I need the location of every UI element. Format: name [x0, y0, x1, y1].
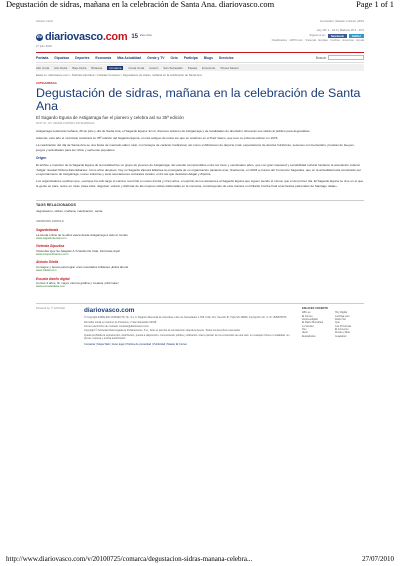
article-paragraph: El artífice e impulsor de la Sagardo Eguna de la localidad fue un grupo de jóvenes de Astigarraga, del estudio comprendidos entre los trece y veinticuatro años, que con gran inquietud y sensibilidad cultural fundaron la asociación cultural 'Adigai', Euskal Ohitura Zale Elkartea'. Unos años después, hay un Sagardo Zipotza Elkartea la encargada de su organización pasando éste, finalmente, en 2003 a manos del Consorcio Sagardoa, que en la actualidad está constituido por el ayuntamiento de Astigarraga, nueve sidrerías y siete asociaciones culturales locales, entre las que destacan Adigai y Zipotza. [36, 163, 362, 176]
breadcrumb[interactable]: Estás en: diariovasco.com > Noticias Gipuzkoa > Noticias Comarca > Degustación de sidras, mañana en la celebración de Santa Ana [36, 73, 202, 78]
subnav-item[interactable]: Bajo Deba [72, 65, 87, 70]
article-paragraph: Los organizadores explican que, «aunque ha sido largo el camino recorrido en estos treinta y cinco años, el espíritu de los asistentes al Sagardo Eguna que siguen siendo el mismo que el del primer día. El Sagardo Eguna se vive en el que la gente se para, reúne en risas, pasa calor, degustar, valorar y disfrutar de las mejores sidras elaboradas en la comarca, constituyendo de esta manera un brillante broche final a las fiestas patronales de Santiago Jaiak». [36, 179, 364, 188]
site-footer [36, 303, 364, 346]
article-title: Degustación de sidras, mañana en la celebración de Santa Ana [36, 85, 361, 114]
anniversary-badge: 15 años online [131, 34, 152, 41]
footer-links-column-1 [302, 311, 331, 338]
subnav-item[interactable]: Alto Urola [36, 65, 50, 70]
footer-link[interactable]: El Correo [302, 314, 313, 318]
main-nav [36, 52, 364, 63]
ad-description: Viviendas Que Se Adaptan A Tu Estilo De Vida. Infórmate Aquí! [36, 248, 121, 253]
search-input[interactable] [328, 55, 364, 60]
utility-links[interactable]: Clasificados · 11870.com · Vivienda · Empleo · Coches · Anuncios · Ayuda [271, 38, 364, 43]
subnav-item[interactable]: Errenteria [201, 65, 216, 70]
ad-item[interactable] [36, 228, 364, 240]
article-paragraph: Además, este año el municipio celebrará su 35ª edición del Sagardo Eguna, el más antiguo de todos los que se celebran en el País Vasco, que tuvo su primera edición en 1976. [36, 136, 279, 140]
footer-link[interactable]: Kiosko y Más [335, 331, 350, 335]
article-byline: 25.07.10 - DV | MARÍA CORTÉS | ASTIGARRAGA. [36, 122, 96, 126]
ad-description: Consigue y busca para lograr unos resultados brillantes ¡Entra ahora! [36, 264, 129, 269]
footer-powered-by: Powered by: © GOOGLE [36, 306, 66, 310]
ad-title[interactable]: Escuela diseño digital [36, 276, 70, 281]
footer-legal-line: Queda prohibida la reproducción, distribución, puesta a disposición, comunicación pública y utilización, total o parcial, de los contenidos de esta web, en cualquier forma o modalidad, sin previa, expresa y escrita autorización. [84, 333, 290, 341]
footer-links-heading: ENLACES VOCENTO [302, 306, 328, 310]
social-label: Síguenos en: [309, 33, 326, 38]
print-url: http://www.diariovasco.com/v/20100725/comarca/degustacion-sidras-manana-celebra... [6, 555, 253, 563]
nav-item[interactable]: Gente y TV [147, 55, 165, 60]
ads-heading: ANUNCIOS GOOGLE [36, 219, 64, 224]
footer-link[interactable]: Qué [335, 321, 340, 325]
footer-legal-line: Domicilio social en Camino de Portuetxe, 2 San Sebastián 20018 [84, 320, 157, 324]
nav-item[interactable]: Más Actualidad [117, 55, 142, 60]
print-footer [6, 555, 394, 565]
ad-item[interactable] [36, 277, 364, 289]
ads-list [36, 228, 364, 289]
subnav-item[interactable]: Tolosa Sasieri [220, 65, 239, 70]
ad-title[interactable]: Sagardotienda [36, 228, 59, 233]
footer-legal-line: Copyright © Sociedad Vascongada de Publicaciones, S.A., Solo se permite la reproducción citando la fuente. Todos los derechos reservados. [84, 329, 241, 333]
footer-link[interactable]: Ideal [302, 331, 308, 335]
subnav-item-active[interactable]: Comarca [109, 65, 122, 70]
nav-item[interactable]: Blogs [203, 55, 213, 60]
footer-legal-line[interactable]: Correo electrónico de contacto contacto@diariovasco.com [84, 325, 149, 329]
utility-area [272, 29, 364, 43]
footer-links[interactable]: Contactar | Mapa Web | Aviso legal | Política de privacidad | Publicidad | Master El Correo [84, 342, 187, 346]
footer-link[interactable]: Guapabox [335, 334, 347, 338]
subnav-item[interactable]: Alto Deba [54, 65, 68, 70]
mobile-version-link[interactable]: Versión móvil [36, 19, 53, 23]
article-paragraph: Astigarraga celebrará mañana, 26 de julio y día de Santa Ana, el Sagardo Eguna. En él, diversos sidreros de Astigarraga y de localidades de alrededor ofrecerán sus sidras al público para degustarlas. [36, 128, 311, 133]
weather-readout: Hoy 18 / 1 · 24.0 | Mañana 18.3 · 29.0 [316, 28, 364, 33]
footer-links-column-2 [335, 311, 364, 338]
site-logo[interactable] [36, 30, 154, 45]
subnav-item[interactable]: San Sebastián [163, 65, 183, 70]
ad-url[interactable]: www.sagardotienda.com [36, 235, 67, 240]
ad-item[interactable] [36, 244, 364, 256]
footer-link[interactable]: ABC.es [302, 311, 311, 315]
ad-url[interactable]: www.GrupoUrbanism.com [36, 251, 69, 256]
sub-nav [36, 64, 364, 71]
footer-logo[interactable]: diariovasco.com [84, 306, 135, 314]
footer-link[interactable]: Hoy [302, 328, 307, 332]
print-title: Degustación de sidras, mañana en la celebración de Santa Ana. diariovasco.com [6, 0, 275, 9]
footer-link[interactable]: El Comercio [335, 328, 349, 332]
footer-link[interactable]: La Rioja.com [335, 314, 350, 318]
ad-title[interactable]: Alokatu Gilella [36, 260, 59, 265]
ad-title[interactable]: Vivienda Gipuzkoa [36, 244, 65, 249]
page-content [36, 20, 364, 346]
subnav-item[interactable]: Goierri [149, 65, 159, 70]
article-subtitle: El Sagardo Eguna de Astigarraga fue el pionero y celebra así su 35ª edición [36, 114, 184, 120]
article-section[interactable]: ASTIGARRAGA [36, 81, 57, 86]
logo-mark-icon: dv [36, 34, 43, 40]
ad-description: Cursos 3 años, fin mayor carrera gráfica y creativa ¡Infórmate! [36, 280, 119, 285]
print-page-number: Page 1 of 1 [356, 0, 394, 9]
search-area [316, 55, 364, 60]
masthead-date: 27 julio 2010 [36, 43, 52, 48]
footer-legal-line: © Copyright ZABALIKE CONNECTS, SL, S.L.U. Registro Mercantil de Gipuzkoa, Libro de Sociedades 1.789, Folio 141, Sección 8ª, Hoja SS-16839, Inscripción 11ª, C.I.F.: B20870976 [84, 316, 287, 320]
footer-link[interactable]: EuskalIndex [302, 334, 316, 338]
nav-item[interactable]: Gipuzkoa [54, 55, 70, 60]
footer-link[interactable]: elcorreodigital [302, 317, 318, 321]
logo-text: diariovasco.com [45, 30, 128, 43]
twitter-button[interactable]: twitter [349, 34, 364, 38]
facebook-button[interactable]: facebook [328, 34, 347, 38]
nav-item[interactable]: Economía [95, 55, 112, 60]
footer-legal [84, 307, 294, 346]
tags-heading: TAGS RELACIONADOS [36, 200, 364, 208]
ad-url[interactable]: www.Gilella.com [36, 267, 57, 272]
search-label: Buscar [315, 55, 326, 60]
article-body [36, 129, 364, 188]
article-paragraph: La celebración del día de Santa Ana se una fiesta de marcado sabor rural, con festejos de carácter tradicional, así como exhibiciones de deporte rural, espectáculos de danzas folclóricas, sesiones con bertsolaris, pruebas de bueyes, juegos y actividades para los niños y verbenas populares. [36, 143, 355, 152]
nav-item[interactable]: Participa [183, 55, 198, 60]
subnav-item[interactable]: Pasaia [187, 65, 197, 70]
ad-url[interactable]: www.escuelaideas.com [36, 283, 66, 288]
subnav-item[interactable]: Bidasoa [91, 65, 103, 70]
footer-link[interactable]: La Verdad [302, 324, 314, 328]
ad-description: La tienda online de la sidra vasca desde Astigarraga a todo el mundo [36, 232, 128, 237]
nav-item[interactable]: Servicios [218, 55, 234, 60]
top-bar-right[interactable]: Hernandez | Estado: Intranet | RSS [320, 19, 364, 23]
ad-item[interactable] [36, 260, 364, 272]
masthead [36, 24, 364, 49]
footer-link[interactable]: El Diario Montañés [302, 321, 324, 325]
subnav-item[interactable]: Costa Urola [128, 65, 145, 70]
tags-list[interactable]: degustacion, sidras, mañana, celebracion, santa [36, 209, 103, 214]
article-subheading: Origen [36, 155, 47, 160]
print-date: 27/07/2010 [362, 555, 394, 563]
footer-link[interactable]: Hoy Digital [335, 311, 348, 315]
nav-item[interactable]: Deportes [75, 55, 90, 60]
print-header [6, 0, 394, 12]
nav-item[interactable]: Portada [36, 55, 49, 60]
nav-item[interactable]: Ocio [170, 55, 178, 60]
footer-link[interactable]: Las Provincias [335, 324, 352, 328]
footer-link[interactable]: Diario Sur [335, 317, 347, 321]
footer-vocento-links [302, 307, 364, 346]
